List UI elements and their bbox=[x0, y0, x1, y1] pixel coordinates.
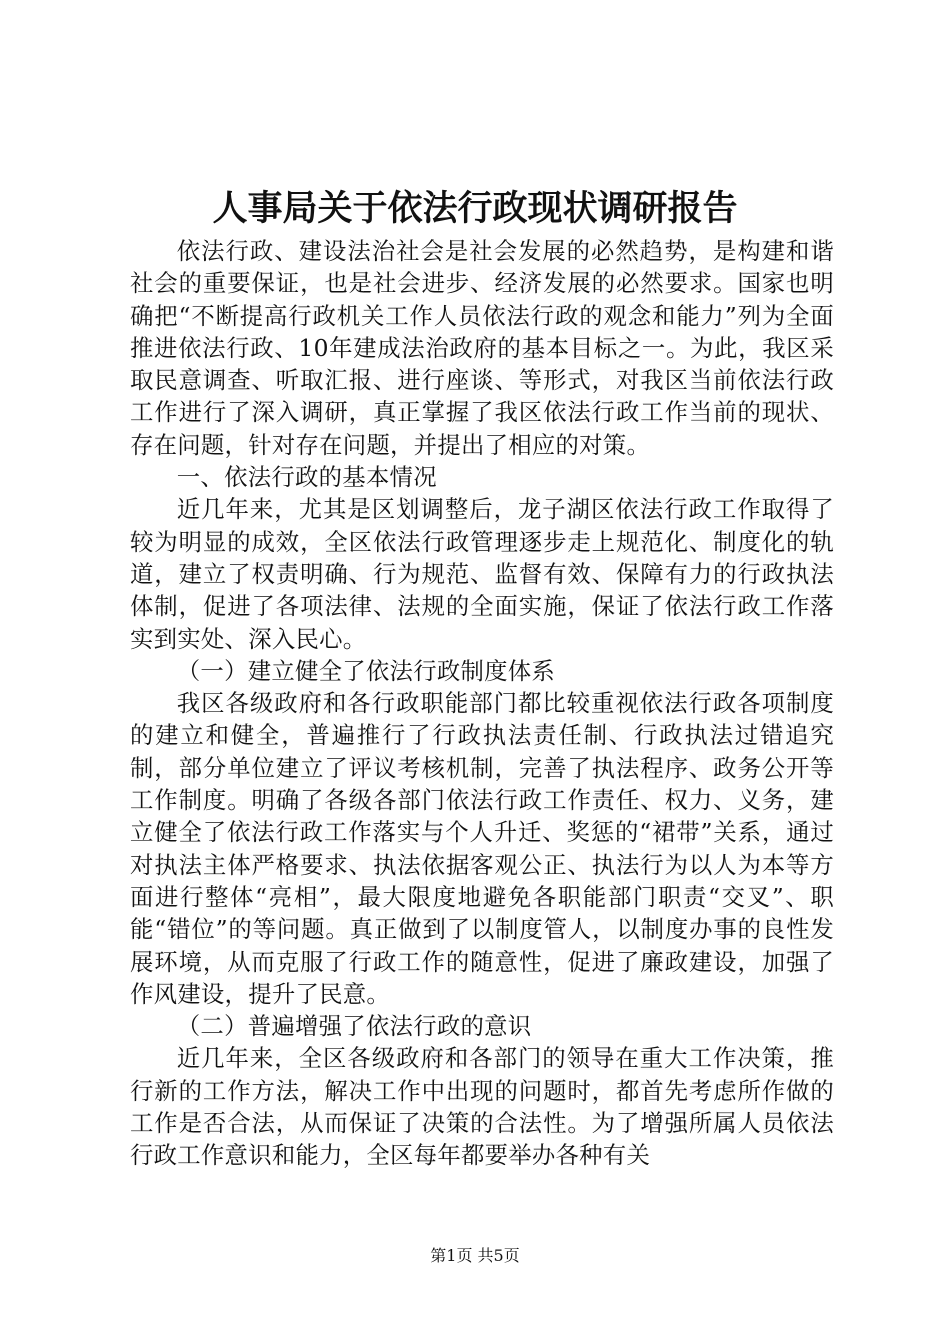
page-footer: 第1页 共5页 bbox=[430, 1246, 520, 1265]
paragraph-intro: 依法行政、建设法治社会是社会发展的必然趋势，是构建和谐社会的重要保证，也是社会进步、经济发展的必然要求。国家也明确把“不断提高行政机关工作人员依法行政的观念和能力”列为全面推进依法行政、10年建成法治政府的基本目标之一。为此，我区采取民意调查、听取汇报、进行座谈、等形式，对我区当前依法行政工作进行了深入调研，真正掌握了我区依法行政工作当前的现状、存在问题，针对存在问题，并提出了相应的对策。 bbox=[130, 237, 834, 459]
document-title: 人事局关于依法行政现状调研报告 bbox=[212, 188, 738, 229]
subsection-heading-1: （一）建立健全了依法行政制度体系 bbox=[176, 656, 556, 685]
paragraph-subsection-1: 我区各级政府和各行政职能部门都比较重视依法行政各项制度的建立和健全，普遍推行了行政执法责任制、行政执法过错追究制，部分单位建立了评议考核机制，完善了执法程序、政务公开等工作制度。明确了各级各部门依法行政工作责任、权力、义务，建立健全了依法行政工作落实与个人升迁、奖惩的“裙带”关系，通过对执法主体严格要求、执法依据客观公正、执法行为以人为本等方面进行整体“亮相”，最大限度地避免各职能部门职责“交叉”、职能“错位”的等问题。真正做到了以制度管人，以制度办事的良性发展环境，从而克服了行政工作的随意性，促进了廉政建设，加强了作风建设，提升了民意。 bbox=[130, 689, 834, 1008]
paragraph-subsection-2: 近几年来，全区各级政府和各部门的领导在重大工作决策，推行新的工作方法，解决工作中出现的问题时，都首先考虑所作做的工作是否合法，从而保证了决策的合法性。为了增强所属人员依法行政工作意识和能力，全区每年都要举办各种有关 bbox=[130, 1044, 834, 1170]
paragraph-section-1: 近几年来，尤其是区划调整后，龙子湖区依法行政工作取得了较为明显的成效，全区依法行政管理逐步走上规范化、制度化的轨道，建立了权责明确、行为规范、监督有效、保障有力的行政执法体制，促进了各项法律、法规的全面实施，保证了依法行政工作落实到实处、深入民心。 bbox=[130, 495, 834, 653]
subsection-heading-2: （二）普遍增强了依法行政的意识 bbox=[176, 1012, 532, 1041]
section-heading-1: 一、依法行政的基本情况 bbox=[176, 463, 437, 492]
document-body bbox=[130, 235, 834, 1172]
